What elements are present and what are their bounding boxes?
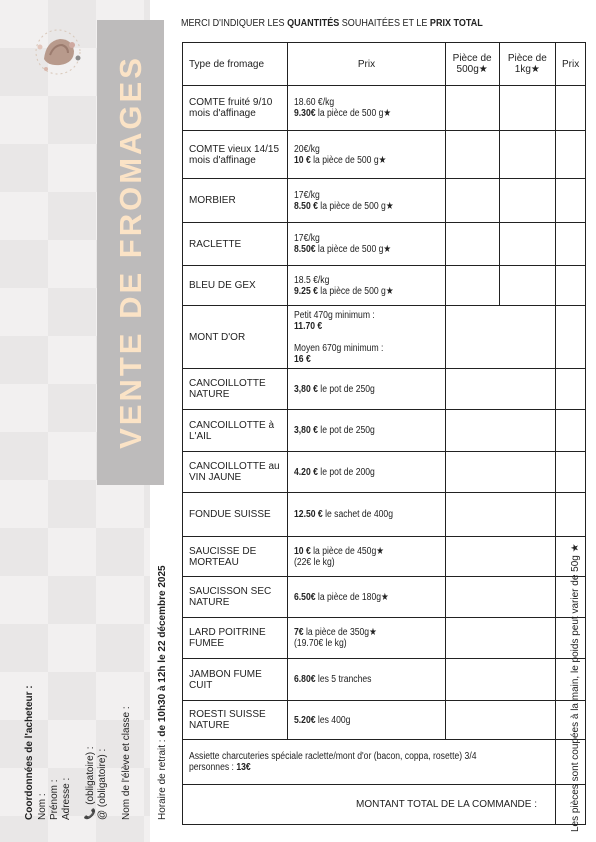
table-row bbox=[183, 701, 586, 740]
header-type: Type de fromage bbox=[183, 43, 288, 86]
qty-1kg-cell[interactable] bbox=[499, 131, 555, 179]
product-name: MORBIER bbox=[183, 179, 288, 223]
qty-1kg-cell[interactable] bbox=[499, 179, 555, 223]
quantity-cell[interactable] bbox=[445, 701, 555, 740]
student-label: Nom de l'élève et classe : bbox=[121, 706, 132, 820]
quantity-cell[interactable] bbox=[445, 618, 555, 659]
header-piece-1kg: Pièce de 1kg★ bbox=[499, 43, 555, 86]
qty-500g-cell[interactable] bbox=[445, 86, 499, 131]
buyer-heading: Coordonnées de l'acheteur : bbox=[24, 685, 35, 820]
product-name: RACLETTE bbox=[183, 223, 288, 266]
total-price-cell[interactable] bbox=[556, 618, 586, 659]
buyer-phone-label: 📞 (obligatoire) : bbox=[85, 746, 96, 820]
cheese-logo bbox=[26, 25, 90, 79]
header-total-price: Prix bbox=[556, 43, 586, 86]
product-price: 7€ la pièce de 350g★ (19.70€ le kg) bbox=[288, 618, 445, 659]
product-price: 20€/kg 10 € la pièce de 500 g★ bbox=[288, 131, 445, 179]
product-name: FONDUE SUISSE bbox=[183, 493, 288, 537]
total-price-cell[interactable] bbox=[556, 577, 586, 618]
product-price: 17€/kg 8.50 € la pièce de 500 g★ bbox=[288, 179, 445, 223]
table-row bbox=[183, 369, 586, 410]
total-price-cell[interactable] bbox=[556, 131, 586, 179]
table-row bbox=[183, 266, 586, 306]
total-price-cell[interactable] bbox=[556, 701, 586, 740]
total-price-cell[interactable] bbox=[556, 740, 586, 785]
qty-500g-cell[interactable] bbox=[445, 131, 499, 179]
product-name: LARD POITRINE FUMEE bbox=[183, 618, 288, 659]
table-row bbox=[183, 452, 586, 493]
order-table bbox=[182, 42, 586, 825]
total-price-cell[interactable] bbox=[556, 452, 586, 493]
qty-1kg-cell[interactable] bbox=[499, 266, 555, 306]
product-name: CANCOILLOTTE au VIN JAUNE bbox=[183, 452, 288, 493]
total-price-cell[interactable] bbox=[556, 266, 586, 306]
table-row bbox=[183, 659, 586, 701]
order-total-cell[interactable] bbox=[556, 785, 586, 825]
side-note: Les pièces sont coupées à la main, le poids peut varier de 50g ★ bbox=[570, 543, 581, 832]
header-piece-500g: Pièce de 500g★ bbox=[445, 43, 499, 86]
buyer-address-label: Adresse : bbox=[61, 777, 72, 820]
qty-1kg-cell[interactable] bbox=[499, 86, 555, 131]
table-row bbox=[183, 179, 586, 223]
product-price: 18.60 €/kg 9.30€ la pièce de 500 g★ bbox=[288, 86, 445, 131]
quantity-cell[interactable] bbox=[445, 577, 555, 618]
product-name: ROESTI SUISSE NATURE bbox=[183, 701, 288, 740]
page-title: VENTE DE FROMAGES bbox=[113, 55, 148, 449]
qty-500g-cell[interactable] bbox=[445, 266, 499, 306]
quantity-cell[interactable] bbox=[445, 537, 555, 577]
product-name: COMTE fruité 9/10 mois d'affinage bbox=[183, 86, 288, 131]
table-header-row bbox=[183, 43, 586, 86]
quantity-cell[interactable] bbox=[445, 306, 555, 369]
table-row bbox=[183, 537, 586, 577]
table-row bbox=[183, 410, 586, 452]
buyer-name-label: Nom : bbox=[37, 793, 48, 820]
product-name: CANCOILLOTTE NATURE bbox=[183, 369, 288, 410]
order-total-label: MONTANT TOTAL DE LA COMMANDE : bbox=[183, 785, 556, 825]
product-price: 4.20 € le pot de 200g bbox=[288, 452, 445, 493]
qty-1kg-cell[interactable] bbox=[499, 223, 555, 266]
table-row bbox=[183, 493, 586, 537]
product-name: SAUCISSE DE MORTEAU bbox=[183, 537, 288, 577]
qty-500g-cell[interactable] bbox=[445, 223, 499, 266]
table-row bbox=[183, 131, 586, 179]
product-price: Petit 470g minimum : 11.70 € Moyen 670g minimum : 16 € bbox=[288, 306, 445, 369]
table-row bbox=[183, 740, 586, 785]
quantity-cell[interactable] bbox=[445, 659, 555, 701]
quantity-cell[interactable] bbox=[445, 369, 555, 410]
total-price-cell[interactable] bbox=[556, 493, 586, 537]
buyer-email-label: @ (obligatoire) : bbox=[97, 748, 108, 820]
product-name: MONT D'OR bbox=[183, 306, 288, 369]
product-price: 10 € la pièce de 450g★ (22€ le kg) bbox=[288, 537, 445, 577]
table-row bbox=[183, 86, 586, 131]
product-price: 12.50 € le sachet de 400g bbox=[288, 493, 445, 537]
table-row bbox=[183, 306, 586, 369]
product-price: 3,80 € le pot de 250g bbox=[288, 369, 445, 410]
qty-500g-cell[interactable] bbox=[445, 179, 499, 223]
total-price-cell[interactable] bbox=[556, 223, 586, 266]
total-price-cell[interactable] bbox=[556, 179, 586, 223]
quantity-cell[interactable] bbox=[445, 452, 555, 493]
header-price: Prix bbox=[288, 43, 445, 86]
product-price: 3,80 € le pot de 250g bbox=[288, 410, 445, 452]
quantity-cell[interactable] bbox=[445, 410, 555, 452]
table-row bbox=[183, 577, 586, 618]
product-name: COMTE vieux 14/15 mois d'affinage bbox=[183, 131, 288, 179]
product-price: 5.20€ les 400g bbox=[288, 701, 445, 740]
product-price: 17€/kg 8.50€ la pièce de 500 g★ bbox=[288, 223, 445, 266]
assiette-description: Assiette charcuteries spéciale raclette/mont d'or (bacon, coppa, rosette) 3/4 personnes : 13€ bbox=[183, 740, 556, 785]
table-row bbox=[183, 618, 586, 659]
total-row bbox=[183, 785, 586, 825]
product-name: CANCOILLOTTE à L'AIL bbox=[183, 410, 288, 452]
pickup-time: Horaire de retrait : de 10h30 à 12h le 22 décembre 2025 bbox=[157, 565, 168, 820]
total-price-cell[interactable] bbox=[556, 537, 586, 577]
total-price-cell[interactable] bbox=[556, 410, 586, 452]
product-price: 6.80€ les 5 tranches bbox=[288, 659, 445, 701]
product-price: 6.50€ la pièce de 180g★ bbox=[288, 577, 445, 618]
instruction-text: MERCI D'INDIQUER LES QUANTITÉS SOUHAITÉES ET LE PRIX TOTAL bbox=[181, 17, 483, 29]
buyer-firstname-label: Prénom : bbox=[49, 779, 60, 820]
quantity-cell[interactable] bbox=[445, 493, 555, 537]
product-name: JAMBON FUME CUIT bbox=[183, 659, 288, 701]
total-price-cell[interactable] bbox=[556, 369, 586, 410]
product-price: 18.5 €/kg 9.25 € la pièce de 500 g★ bbox=[288, 266, 445, 306]
table-row bbox=[183, 223, 586, 266]
total-price-cell[interactable] bbox=[556, 306, 586, 369]
total-price-cell[interactable] bbox=[556, 659, 586, 701]
total-price-cell[interactable] bbox=[556, 86, 586, 131]
product-name: BLEU DE GEX bbox=[183, 266, 288, 306]
product-name: SAUCISSON SEC NATURE bbox=[183, 577, 288, 618]
